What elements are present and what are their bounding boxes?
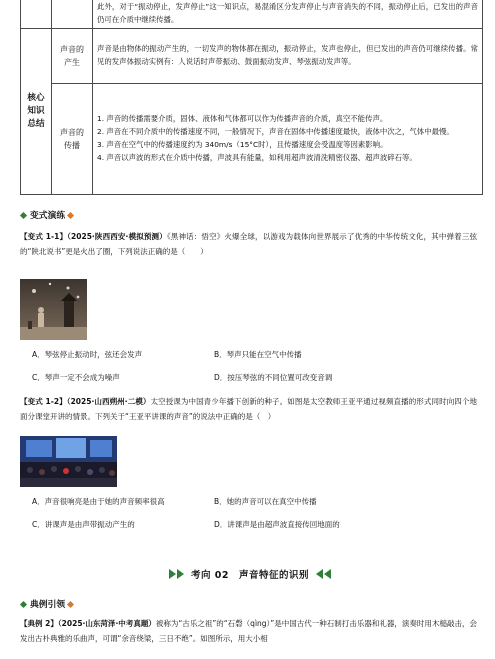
diamond-icon [20, 211, 27, 218]
table-cell-list [93, 84, 483, 195]
arrow-left-icon [324, 569, 331, 579]
category-cell [21, 29, 52, 195]
list-item: 4. 声音以声波的形式在介质中传播，声波具有能量，如利用超声波清洗精密仪器、超声波碎石等。 [97, 152, 417, 162]
classroom-illustration [20, 436, 117, 487]
option-b[interactable]: B．她的声音可以在真空中传播 [214, 497, 317, 506]
list-item: 2. 声音在不同介质中的传播速度不同，一般情况下，声音在固体中传播速度最快，液体中次之，气体中最慢。 [97, 127, 454, 137]
row-label-cell: 声音的 产生 [52, 29, 93, 84]
option-a[interactable]: A．琴弦停止振动时，弦还会发声 [32, 350, 143, 359]
diamond-icon [20, 600, 27, 607]
category-label: 核心 [27, 93, 45, 103]
game-scene-image [20, 279, 87, 340]
section-header-practice: 变式演练 [20, 208, 77, 221]
list-item: 1. 声音的传播需要介质，固体、液体和气体都可以作为传播声音的介质，真空不能传声。 [97, 114, 388, 124]
question-1-2: 【变式 1-2】（2025·山西朔州·二模）太空授课为中国青少年播下创新的种子。如图是太空教师王亚平通过视频直播的形式同时向四个地面分课堂开讲的情景。下列关于“王亚平讲课的声音”的说法中正确的是（ ） [20, 397, 477, 421]
section-header-example: 典例引领 [20, 597, 77, 610]
arrow-right-icon [177, 569, 184, 579]
row-label-cell: 声音的 传播 [52, 84, 93, 195]
knowledge-table [20, 0, 483, 195]
table-row [21, 84, 483, 195]
category-label: 知识 [27, 106, 45, 116]
table-cell-text: 此外，对于“振动停止，发声停止”这一知识点，易混淆区分发声停止与声音消失的不同，振动停止后，已发出的声音仍可在介质中继续传播。 [93, 0, 483, 29]
example-2: 【典例 2】（2025·山东菏泽·中考真题）被称为“古乐之祖”的“石磬（qìng）”是中国古代一种石制打击乐器和礼器，演奏时用木槌敲击，会发出古朴典雅的乐曲声，可谓“余音绕梁，三日不绝”。如图所示，用大小相 [20, 619, 477, 643]
option-d[interactable]: D．按压琴弦的不同位置可改变音调 [214, 373, 333, 382]
table-cell-text: 声音是由物体的振动产生的，一切发声的物体都在振动，振动停止，发声也停止，但已发出的声音仍可继续传播。常见的发声体振动实例有：人说话时声带振动、鼓面振动发声、琴弦振动发声等。 [93, 29, 483, 84]
option-a[interactable]: A．声音很响亮是由于她的声音频率很高 [32, 497, 165, 506]
topic-heading: 考向 02 声音特征的识别 [150, 566, 350, 582]
game-scene-illustration [20, 279, 87, 340]
diamond-icon [67, 211, 74, 218]
option-b[interactable]: B．琴声只能在空气中传播 [214, 350, 302, 359]
classroom-broadcast-image [20, 436, 117, 487]
arrow-right-icon [169, 569, 176, 579]
category-label: 总结 [27, 119, 45, 129]
arrow-left-icon [316, 569, 323, 579]
question-1-1-options [30, 348, 470, 388]
question-1-1: 【变式 1-1】（2025·陕西西安·模拟预测）《黑神话：悟空》火爆全球，以游戏为载体向世界展示了优秀的中华传统文化，其中弹着三弦的“陕北说书”更是火出了圈，下列说法正确的是（ ） [20, 232, 478, 256]
question-1-2-options [30, 495, 470, 535]
table-row [21, 0, 483, 29]
list-item: 3. 声音在空气中的传播速度约为 340m/s（15°C时），且传播速度会受温度等因素影响。 [97, 140, 388, 149]
diamond-icon [67, 600, 74, 607]
option-c[interactable]: C．琴声一定不会成为噪声 [32, 373, 120, 382]
option-d[interactable]: D．讲课声是由超声波直接传回地面的 [214, 520, 340, 529]
table-row [21, 29, 483, 84]
option-c[interactable]: C．讲课声是由声带振动产生的 [32, 520, 135, 529]
